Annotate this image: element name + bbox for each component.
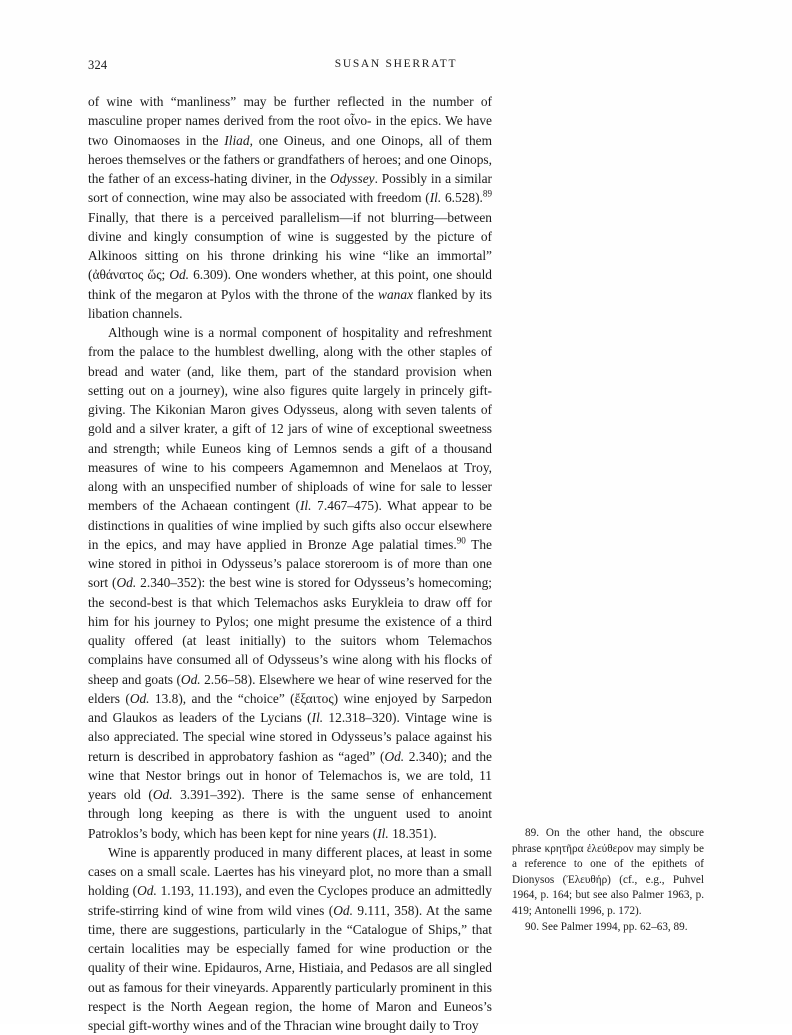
footnotes-block <box>512 826 704 935</box>
paragraph: Wine is apparently produced in many different places, at least in some cases on a small scale. Laertes has his vineyard plot, no more than a small holding (Od. 1.193, 11.193), and even the Cyclopes produce an admittedly strife-stirring kind of wine from wild vines (Od. 9.111, 358). At the same time, there are suggestions, particularly in the “Catalogue of Ships,” that certain localities may be especially famed for wine production or the quality of their wine. Epidauros, Arne, Histiaia, and Pedasos are all singled out as famous for their vineyards. Apparently particularly prominent in this respect is the North Aegean region, the home of Maron and Euneos’s special gift-worthy wines and of the Thracian wine brought daily to Troy <box>88 844 493 1033</box>
footnote-item: 90. See Palmer 1994, pp. 62–63, 89. <box>525 920 688 933</box>
main-text-column <box>88 92 492 1035</box>
folio-number: 324 <box>88 58 108 72</box>
paragraph: of wine with “manliness” may be further reflected in the number of masculine proper names derived from the root οἶνο- in the epics. We have two Oinomaoses in the Iliad, one Oineus, and one Oinops, all of them heroes themselves or the fathers or grandfathers of heroes; and one Oinops, the father of an excess-hating diviner, in the Odyssey. Possibly in a similar sort of connection, wine may also be associated with freedom (Il. 6.528).$^{89}$ Finally, that there is a perceived parallelism—if not blurring—between divine and kingly consumption of wine is suggested by the picture of Alkinoos sitting on his throne drinking his wine “like an immortal” (ἀθάνατος ὥς; Od. 6.309). One wonders whether, at this point, one should think of the megaron at Pylos with the throne of the wanax flanked by its libation channels. <box>88 94 493 321</box>
footnote-item: 89. On the other hand, the obscure phrase κρητῆρα ἐλεύθερον may simply be a reference to one of the epithets of Dionysos (Ἐλευθήρ) (cf., e.g., Puhvel 1964, p. 164; but see also Palmer 1963, p. 419; Antonelli 1996, p. 172). <box>512 827 704 917</box>
running-head: SUSAN SHERRATT <box>334 58 458 70</box>
page-header <box>88 58 704 74</box>
paragraph: Although wine is a normal component of hospitality and refreshment from the palace to the humblest dwelling, along with the other staples of bread and water (and, like them, part of the standard provision when setting out on a journey), wine also figures quite largely in princely gift-giving. The Kikonian Maron gives Odysseus, along with seven talents of gold and a silver krater, a gift of 12 jars of wine of exceptional sweetness and strength; while Euneos king of Lemnos sends a gift of a thousand measures of wine to his compeers Agamemnon and Menelaos at Troy, along with an unspecified number of shiploads of wine for sale to lesser members of the Achaean contingent (Il. 7.467–475). What appear to be distinctions in qualities of wine implied by such gifts also occur elsewhere in the epics, and may have applied in Bronze Age palatial times.$^{90}$ The wine stored in pithoi in Odysseus’s palace storeroom is of more than one sort (Od. 2.340–352): the best wine is stored for Odysseus’s homecoming; the second-best is that which Telemachos asks Eurykleia to draw off for him for his journey to Pylos; one might presume the existence of a third quality offered (at least initially) to the suitors whom Telemachos complains have consumed all of Odysseus’s wine along with his flocks of sheep and goats (Od. 2.56–58). Elsewhere we hear of wine reserved for the elders (Od. 13.8), and the “choice” (ἔξαιτος) wine enjoyed by Sarpedon and Glaukos as leaders of the Lycians (Il. 12.318–320). Vintage wine is also appreciated. The special wine stored in Odysseus’s palace against his return is described in approbatory fashion as “aged” (Od. 2.340); and the wine that Nestor brings out in honor of Telemachos is, we are told, 11 years old (Od. 3.391–392). There is the same sense of enhancement through long keeping as there is with the unguent used to anoint Patroklos’s body, which has been kept for nine years (Il. 18.351). <box>88 325 492 841</box>
